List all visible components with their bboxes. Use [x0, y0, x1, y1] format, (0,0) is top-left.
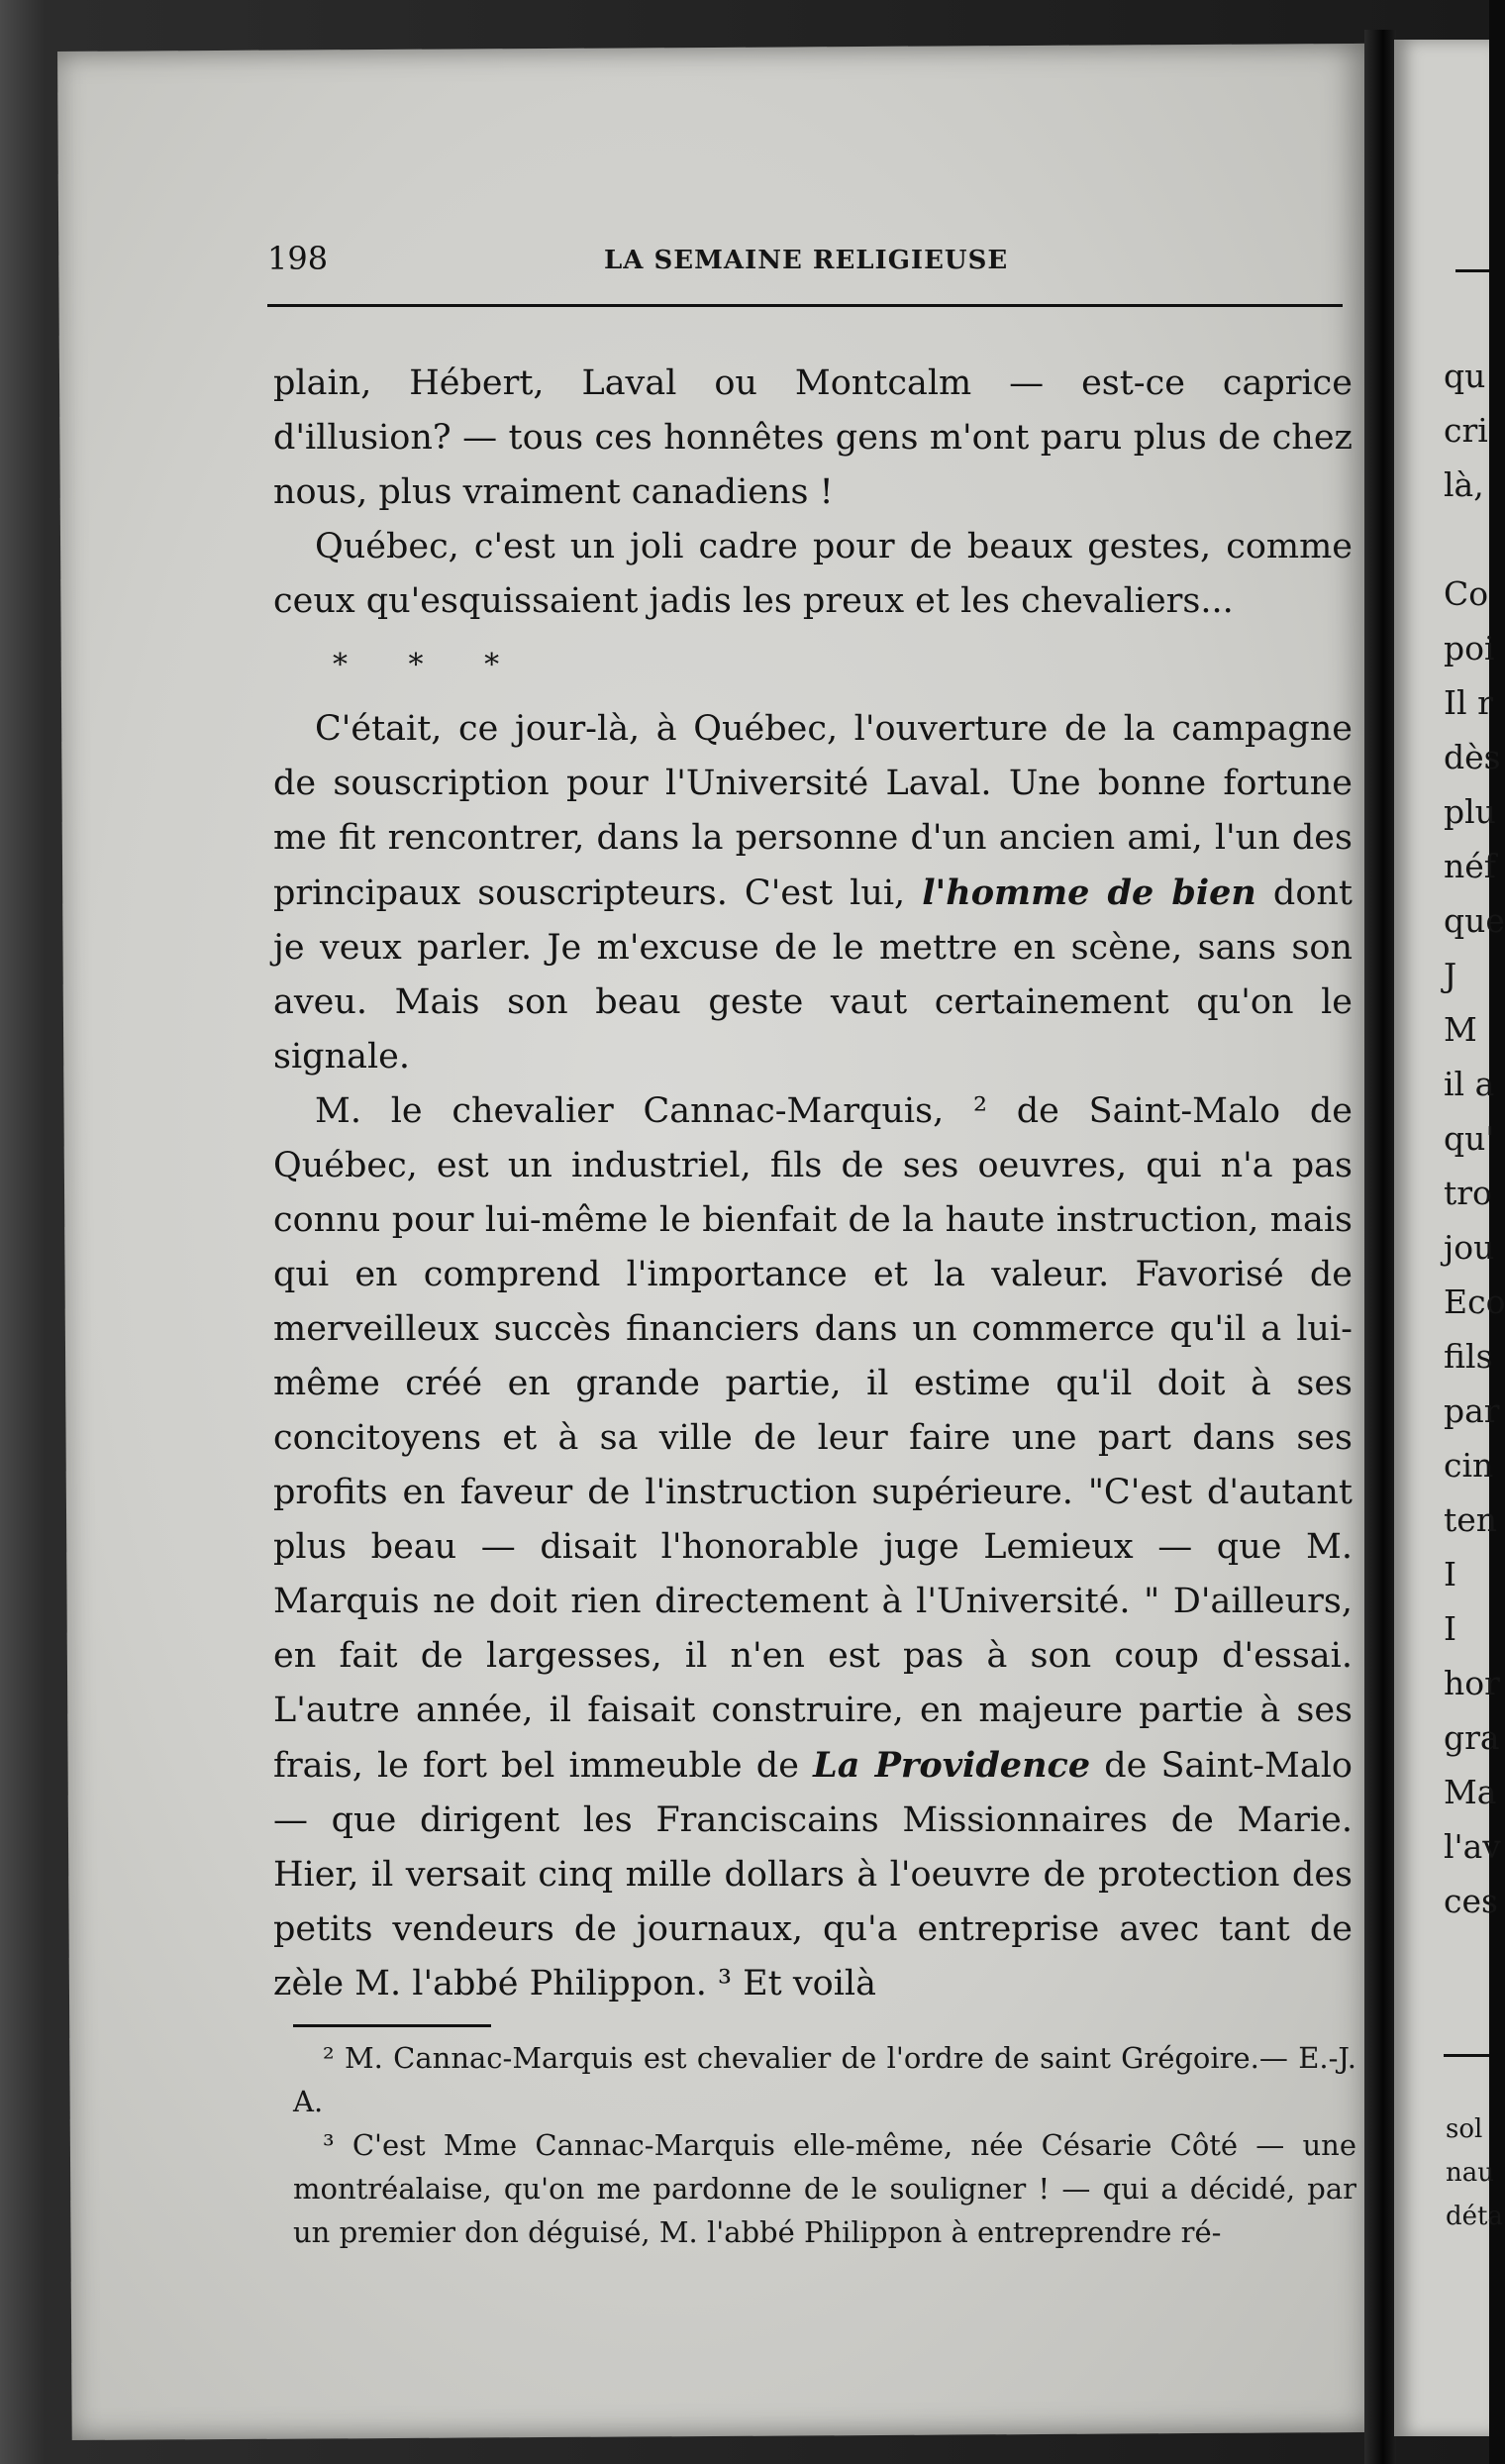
paragraph-4-text-a: M. le chevalier Cannac-Marquis, ² de Saint-Malo de Québec, est un industriel, fils de ses oeuvres, qui n'a pas connu pour lui-même le bienfait de la haute instruction, mais qui en comprend l'importance et la valeur. Favorisé de merveilleux succès financiers dans un commerce qu'il a lui-même créé en grande partie, il estime qu'il doit à ses concitoyens et à sa ville de leur faire une part dans ses profits en faveur de l'instruction supérieure. "C'est d'autant plus beau — disait l'honorable juge Lemieux — que M. Marquis ne doit rien directement à l'Université. " D'ailleurs, en fait de largesses, il n'en est pas à son coup d'essai. L'autre année, il faisait construire, en majeure partie à ses frais, le fort bel immeuble de: [273, 1091, 1353, 1786]
facing-line: il a: [1444, 1065, 1495, 1103]
paragraph-4-italic: La Providence: [813, 1745, 1091, 1786]
paragraph-4-text-b: de Saint-Malo — que dirigent les Franciscains Missionnaires de Marie. Hier, il versait cinq mille dollars à l'oeuvre de protection des petits vendeurs de journaux, qu'a entreprise avec tant de zèle M. l'abbé Philippon. ³ Et voilà: [273, 1746, 1353, 2003]
paragraph-3-italic: l'homme de bien: [922, 873, 1256, 913]
facing-line: poi: [1444, 629, 1495, 667]
facing-foot-line: déta: [1446, 2202, 1503, 2231]
facing-page-footnote-rule: [1444, 2054, 1489, 2057]
facing-line: là,: [1444, 465, 1484, 504]
facing-line: dès: [1444, 738, 1501, 776]
page-number: 198: [267, 240, 329, 277]
facing-page-header-rule: [1455, 269, 1489, 272]
facing-line: hor: [1444, 1664, 1500, 1702]
page-header: [267, 234, 1343, 293]
facing-line: néf: [1444, 847, 1496, 885]
facing-line: gra: [1444, 1718, 1500, 1757]
running-head: LA SEMAINE RELIGIEUSE: [604, 246, 1009, 275]
facing-line: J: [1444, 956, 1457, 994]
paragraph-1: plain, Hébert, Laval ou Montcalm — est-ce caprice d'illusion? — tous ces honnêtes gens m'ont paru plus de chez nous, plus vraiment canadiens !: [273, 363, 1353, 512]
facing-line: I: [1444, 1555, 1457, 1593]
facing-line: plu: [1444, 792, 1496, 831]
facing-line: cri: [1444, 411, 1488, 450]
facing-line: ces: [1444, 1882, 1498, 1920]
facing-page-footnotes: [1446, 2107, 1503, 2238]
facing-line: cin: [1444, 1446, 1494, 1485]
book-gutter: [1364, 30, 1396, 2464]
section-break-asterisms: * * *: [333, 648, 526, 682]
facing-line: M: [1444, 1010, 1477, 1049]
facing-line: qu: [1444, 357, 1486, 395]
footnote-2: ² M. Cannac-Marquis est chevalier de l'ordre de saint Grégoire.— E.-J. A.: [293, 2041, 1356, 2118]
facing-line: Eco: [1444, 1283, 1505, 1321]
facing-foot-line: nau: [1446, 2158, 1494, 2188]
footnote-3: ³ C'est Mme Cannac-Marquis elle-même, née Césarie Côté — une montréalaise, qu'on me pardonne de le souligner ! — qui a décidé, par un premier don déguisé, M. l'abbé Philippon à entreprendre ré-: [293, 2128, 1356, 2249]
facing-line: l'av: [1444, 1827, 1501, 1866]
facing-line: ten: [1444, 1500, 1498, 1539]
paragraph-3: [273, 702, 1353, 1084]
body-text: [273, 357, 1353, 2011]
facing-line: tro: [1444, 1174, 1492, 1212]
footnote-rule: [293, 2024, 491, 2027]
paragraph-2: Québec, c'est un joli cadre pour de beaux gestes, comme ceux qu'esquissaient jadis les preux et les chevaliers...: [273, 527, 1353, 621]
facing-line: qu': [1444, 1119, 1495, 1158]
facing-line: que: [1444, 901, 1505, 940]
facing-page-text: [1444, 349, 1503, 1928]
facing-line: [1444, 512, 1503, 566]
facing-line: par: [1444, 1391, 1500, 1430]
facing-line: I: [1444, 1609, 1457, 1648]
facing-line: jou: [1444, 1228, 1495, 1267]
header-rule: [267, 304, 1343, 307]
facing-foot-line: sol: [1446, 2114, 1483, 2144]
paragraph-3-text-b: dont je veux parler. Je m'excuse de le mettre en scène, sans son aveu. Mais son beau geste vaut certainement qu'on le signale.: [273, 873, 1353, 1077]
facing-line: Il r: [1444, 683, 1493, 722]
footnotes: [293, 2036, 1356, 2254]
facing-line: Ma: [1444, 1773, 1497, 1811]
facing-line: Co: [1444, 574, 1489, 613]
facing-line: fils: [1444, 1337, 1493, 1376]
paragraph-4: [273, 1084, 1353, 2011]
paragraph-3-text-a: C'était, ce jour-là, à Québec, l'ouverture de la campagne de souscription pour l'Université Laval. Une bonne fortune me fit rencontrer, dans la personne d'un ancien ami, l'un des principaux souscripteurs. C'est lui,: [273, 709, 1353, 913]
